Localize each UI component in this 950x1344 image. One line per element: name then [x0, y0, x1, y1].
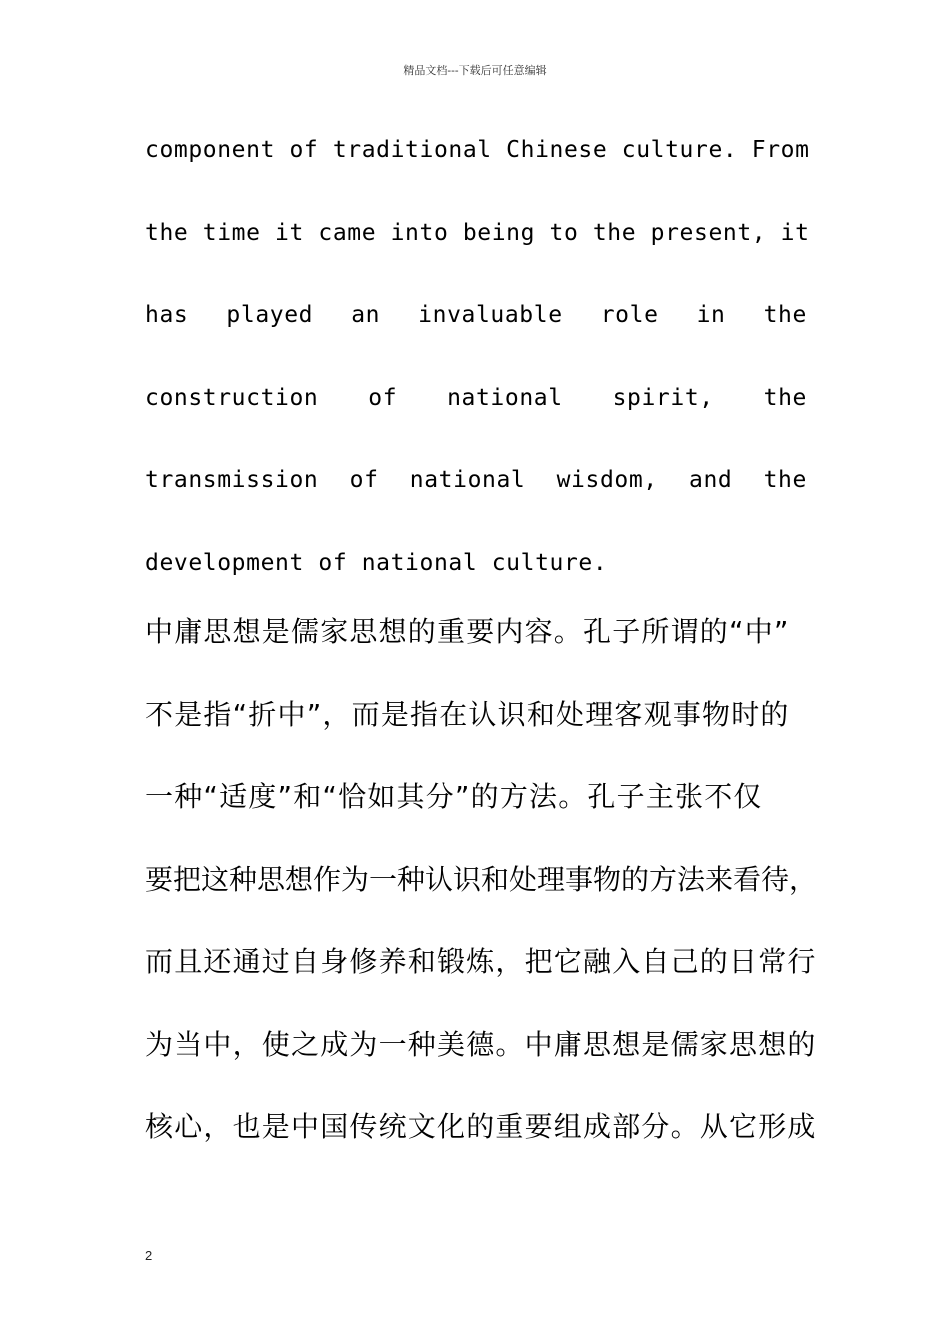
chinese-line-4: 要把这种思想作为一种认识和处理事物的方法来看待，: [145, 863, 818, 896]
english-line-2: the time it came into being to the present, it: [145, 220, 810, 246]
word: wisdom,: [556, 467, 658, 493]
word: has: [145, 302, 189, 328]
chinese-line-3: 一种“适度”和“恰如其分”的方法。孔子主张不仅: [145, 780, 763, 813]
word: spirit,: [612, 385, 714, 411]
word: role: [600, 302, 659, 328]
word: played: [226, 302, 314, 328]
chinese-line-1: 中庸思想是儒家思想的重要内容。孔子所谓的“中”: [145, 615, 790, 648]
english-line-6: development of national culture.: [145, 550, 608, 576]
word: of: [349, 467, 379, 493]
word: an: [351, 302, 381, 328]
word: the: [763, 467, 807, 493]
word: in: [696, 302, 726, 328]
word: and: [689, 467, 733, 493]
page-header: 精品文档---下载后可任意编辑: [403, 64, 547, 77]
word: construction: [145, 385, 319, 411]
word: the: [763, 302, 807, 328]
word: of: [368, 385, 398, 411]
english-line-3: [145, 300, 807, 330]
word: transmission: [145, 467, 319, 493]
chinese-line-7: 核心，也是中国传统文化的重要组成部分。从它形成: [145, 1110, 817, 1143]
english-line-5: [145, 465, 807, 495]
word: national: [447, 385, 563, 411]
chinese-line-5: 而且还通过自身修养和锻炼，把它融入自己的日常行: [145, 945, 817, 978]
chinese-line-6: 为当中，使之成为一种美德。中庸思想是儒家思想的: [145, 1028, 817, 1061]
english-line-1: component of traditional Chinese culture. From: [145, 137, 810, 163]
chinese-line-2: 不是指“折中”，而是指在认识和处理客观事物时的: [145, 698, 790, 731]
page-number: 2: [145, 1248, 153, 1263]
word: national: [409, 467, 526, 493]
word: invaluable: [418, 302, 563, 328]
english-line-4: [145, 383, 807, 413]
word: the: [763, 385, 807, 411]
